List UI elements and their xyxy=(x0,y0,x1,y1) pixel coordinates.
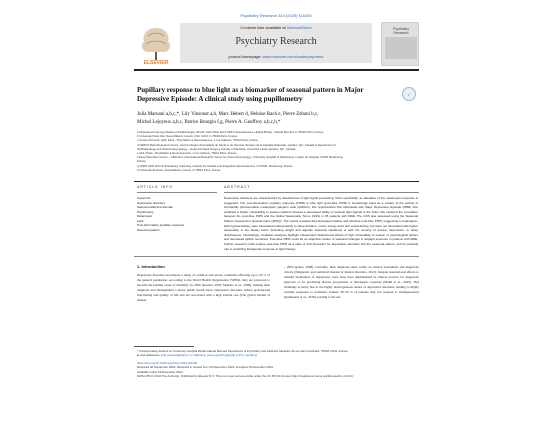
keywords-block xyxy=(137,196,217,232)
article-info-heading: ARTICLE INFO xyxy=(137,185,174,189)
license-note: 0165-1781/© 2024 The Author(s). Published by Elsevier B.V. This is an open access article under the CC BY-NC license (http://creativecommons.org/licenses/by-nc/4.0/). xyxy=(137,374,354,379)
check-updates-icon: ✓ xyxy=(407,92,411,97)
affiliations xyxy=(137,130,417,172)
affiliation: a Département de psychiatrie et d'addictologie, AP-HP, GHU Paris Nord, DMU Neurosciences, Hôpital Bichat - Claude Bernard, F-75018 Paris, France xyxy=(137,130,324,134)
affiliation: b Université Paris Cité, NeuroDiderot, Inserm, FHU I2-D2, F-75019 Paris, France xyxy=(137,134,238,139)
homepage-line xyxy=(180,54,372,59)
check-updates-badge[interactable] xyxy=(402,87,416,101)
keyword: Light xyxy=(137,218,144,223)
homepage-prefix: journal homepage: xyxy=(228,54,262,59)
affiliation: d CERVO Brain Research Centre, Centre Intégré Universitaire de Santé et de Services Sociaux de la Capitale-Nationale, Québec, QC, Canada & Department of xyxy=(137,142,336,147)
corresponding-author-note: * Corresponding authors at: University Hospital Bichat-Claude Bernard Department of Psychiatry and Addictive Medicine 46 rue Henri Huchard, 75018, Paris, France. xyxy=(137,349,349,353)
cover-band xyxy=(385,37,417,59)
keyword: Depressive disorders xyxy=(137,200,166,205)
online-date: Available online 19 December 2024 xyxy=(137,369,183,374)
elsevier-wordmark: ELSEVIER xyxy=(143,60,169,66)
info-rule xyxy=(134,181,419,182)
email-addresses[interactable]: julia.maruani@aphp.fr (J. Maruani), pierre.geoffroy@aphp.fr (P.A. Geoffroy). xyxy=(160,353,259,358)
keywords-label: Keywords: xyxy=(137,196,152,200)
abstract-text: Depressive disorders are characterized by disturbances in light signal processing. More specifically, an alteration of the melanopsin response is suggested. The post-illumination pupillary response (PIPR) to blue light (post-blue PIPR) is increasingly used as a marker of the activity of intrinsically photosensitive melanopsin ganglion cells (ipRGCs). We hypothesized that individuals with Major Depressive Episode (MDE) who exhibited a higher vulnerability to season patterns showed a decreased ability to transmit light signals to the brain. We explored the correlation between the post-blue PIPR and the Global Seasonality Score (GSS) in 25 patients with MDE. The GSS was assessed using the Seasonal Pattern Assessment Questionnaire (SPAQ). The results revealed that decreased relative and absolute post-blue PIPR, suggesting a melanopsin-light hyposensitivity, were associated independently to sleep duration, mood, energy level and social activity, but were not associated with higher seasonality in the dietary factor (including weight and appetite seasonal variations) or with the severity of anxiety, depression, or sleep disturbances. Interestingly, mediation analyses highlight independent bidirectional effects of high vulnerability to season of psychological factors and decreased ipRGC sensitivity. Post-blue PIPR could be an objective marker of seasonal changes in daylight exposure in patients with MDE. Further research could explore post-blue PIPR as a state or trait biomarker for depressive disorders and the seasonal pattern, and its potential role in predicting therapeutic response to light therapy. xyxy=(224,196,418,251)
contents-prefix: Contents lists available at xyxy=(240,25,286,30)
article-title: Pupillary response to blue light as a biomarker of seasonal pattern in Major Depressive Episode: A clinical study using pupillometry xyxy=(137,86,364,103)
affiliation: Ophthalmology and Otorhinolaryngology – Head and Neck Surgery, Faculty of Medicine, Université Laval, Québec, QC, Canada xyxy=(137,146,296,151)
affiliation: f Sleep Disorders Center – CIRCSom (International Research Center for ChronoSomnology), University Hospital of Strasbourg, 1 place de l'Hopital, 67000 Strasbourg, xyxy=(137,155,344,160)
journal-title: Psychiatry Research xyxy=(235,36,317,47)
authors-line: Michel Lejoyeux a,b,c, Patrice Bourgin f,g, Pierre A. Geoffroy a,b,c,h,* xyxy=(137,120,281,125)
author-list xyxy=(137,111,407,127)
affiliation: e GHU Paris - Psychiatrie & Neurosciences, 1 rue Cabanis, 75014 Paris, France xyxy=(137,151,237,156)
keyword: Pupillometry xyxy=(137,209,154,214)
intro-paragraph: – 2004 update, 2008). Currently, their diagnosis relies solely on clinical assessment and diagnostic criteria (Diagnostic and statistical manual of mental disorders, 2013). Despite international efforts to identify biomarkers of depression, none have been implemented in clinical practice for diagnostic purposes or for predicting disease progression or therapeutic response (Malhi et al., 2020). This challenge is partly due to the highly heterogeneous nature of depressive disorders, leading to highly variable responses to treatment. Indeed, 30–50 % of patients may not respond to antidepressants (Kalmanesi et al., 2018), leading to the use xyxy=(284,265,419,299)
sciencedirect-link[interactable]: ScienceDirect xyxy=(286,25,312,30)
intro-paragraph: Depressive disorders encompass a range of common and severe conditions affecting up to 20 % of the general population. According to the World Health Organization (WHO), they are projected to become the leading cause of disability by 2030 (Kessler, 2003; Mathers et al., 2006), making their diagnosis and management a major public health issue. Depressive disorders reduce professional functioning and quality of life and are associated with a high suicide rate (The global burden of disease xyxy=(137,273,270,302)
contents-line xyxy=(180,25,372,30)
body-column-left xyxy=(137,273,270,303)
abstract-heading: ABSTRACT xyxy=(224,185,251,189)
authors-line: Julia Maruani a,b,c,*, Lily Vinsonat a,b, Marc Hebert d, Heloise Rach e, Pierre Zebani b,c, xyxy=(137,112,319,117)
footnote-rule xyxy=(134,346,194,347)
introduction-heading: 1. Introduction xyxy=(137,264,165,269)
keyword: Melanopsin xyxy=(137,214,153,218)
affiliation: c Centre ChronoS, GHU Paris - Psychiatrie & Neurosciences, 1 rue Cabanis, 75014 Paris, France xyxy=(137,138,259,143)
abstract-end-rule xyxy=(134,256,419,257)
info-subrule xyxy=(137,192,217,193)
affiliation: France xyxy=(137,159,146,164)
affiliation: h Université de Paris, NeuroDiderot, Inserm, F-75019 Paris, France xyxy=(137,167,221,172)
journal-cover-thumbnail xyxy=(381,22,419,66)
keyword: Post-illumination pupillary response xyxy=(137,223,185,227)
affiliation: g CNRS UPR 3212 & Strasbourg University, Institute for Cellular and Integrative Neurosciences, F-67000, Strasbourg, France xyxy=(137,163,293,168)
email-prefix: E-mail addresses: xyxy=(137,353,161,358)
homepage-link[interactable]: www.elsevier.com/locate/psychres xyxy=(262,54,324,59)
cover-title: Psychiatry Research xyxy=(392,27,410,35)
abstract-subrule xyxy=(224,192,419,193)
history-dates: Received 28 September 2024; Received in revised form 15 December 2024; Accepted 15 December 2024 xyxy=(137,365,273,370)
body-column-right xyxy=(284,265,419,300)
journal-reference[interactable]: Psychiatry Research 344 (2025) 116330 xyxy=(240,13,312,18)
keyword: Seasonal pattern xyxy=(137,227,160,232)
footnotes xyxy=(137,349,419,378)
doi-link[interactable]: https://doi.org/10.1016/j.psychres.2024.116330 xyxy=(137,360,198,365)
keyword: Seasonal affective disorder xyxy=(137,205,174,209)
header-rule xyxy=(134,69,419,71)
